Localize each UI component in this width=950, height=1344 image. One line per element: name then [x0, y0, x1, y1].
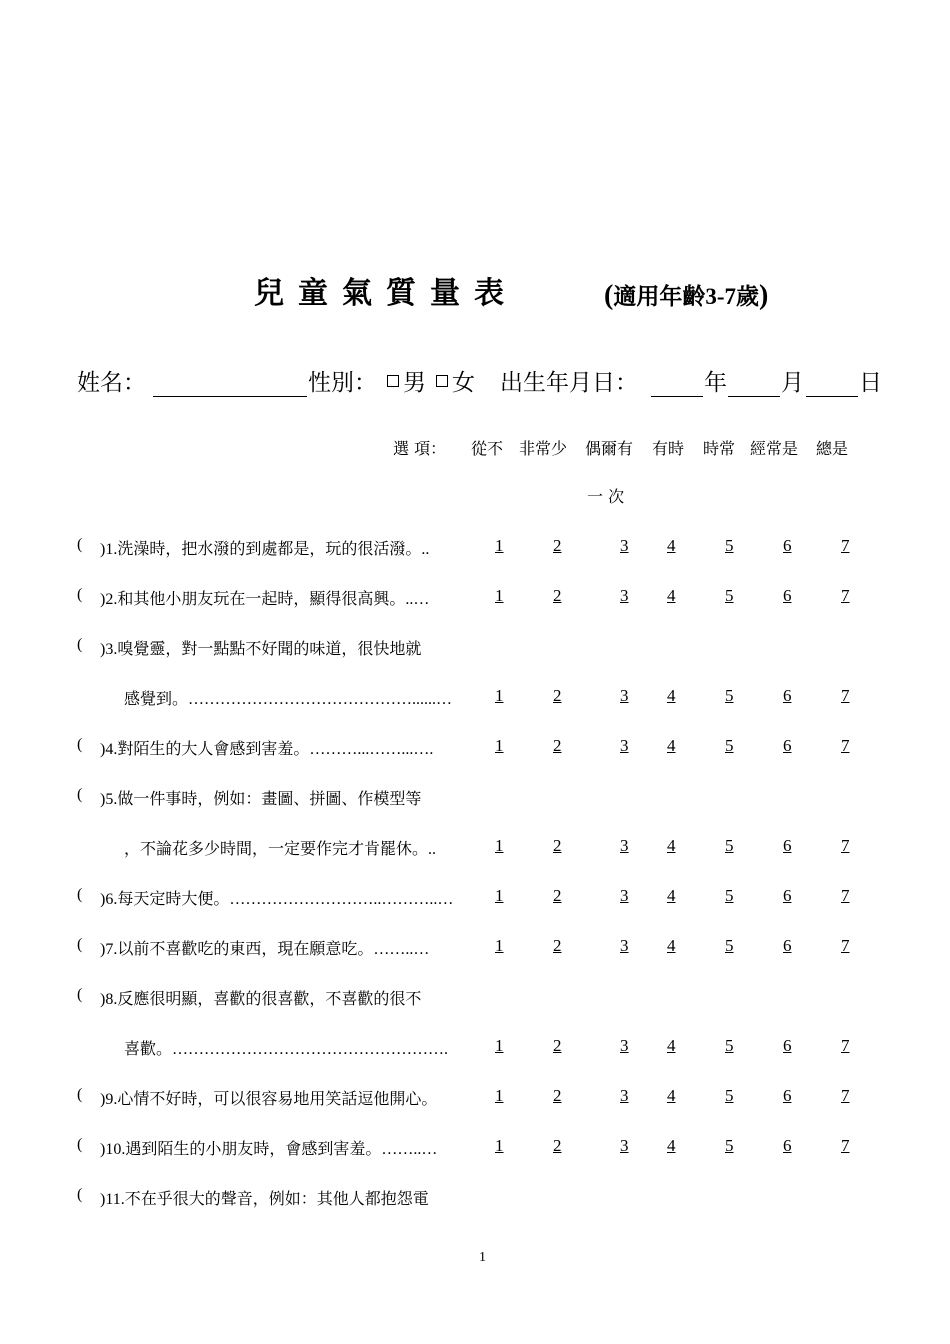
rating-option-6[interactable]: 6 — [783, 1086, 792, 1105]
question-body: 和其他小朋友玩在一起時，顯得很高興。 — [117, 589, 406, 608]
question-text — [100, 1186, 429, 1209]
rating-option-7[interactable]: 7 — [841, 536, 850, 555]
question-number: )3. — [100, 641, 118, 658]
rating-option-1[interactable]: 1 — [495, 586, 504, 605]
gender-male-option[interactable] — [381, 364, 426, 397]
question-continuation — [124, 686, 452, 709]
rating-option-2[interactable]: 2 — [553, 536, 562, 555]
question-row — [0, 686, 950, 716]
rating-option-7[interactable]: 7 — [841, 686, 850, 705]
birth-day-field[interactable] — [806, 396, 858, 397]
answer-blank[interactable]: ( — [77, 1186, 83, 1203]
option-always: 總是 — [816, 439, 849, 458]
rating-option-2[interactable]: 2 — [553, 1086, 562, 1105]
question-row — [0, 586, 950, 616]
rating-option-2[interactable]: 2 — [553, 736, 562, 755]
question-row — [0, 886, 950, 916]
rating-option-1[interactable]: 1 — [495, 1036, 504, 1055]
rating-option-5[interactable]: 5 — [725, 836, 734, 855]
leader-dots: ……..… — [381, 1141, 438, 1158]
question-body: 心情不好時，可以很容易地用笑話逗他開心。 — [117, 1089, 438, 1108]
rating-option-5[interactable]: 5 — [725, 886, 734, 905]
leader-dots: ……………………………………......… — [188, 691, 453, 708]
rating-option-3[interactable]: 3 — [620, 736, 629, 755]
female-checkbox[interactable] — [436, 375, 448, 387]
rating-option-6[interactable]: 6 — [783, 1036, 792, 1055]
leader-dots: ……………………………………………. — [172, 1041, 449, 1058]
rating-option-6[interactable]: 6 — [783, 536, 792, 555]
question-continuation — [124, 836, 436, 859]
rating-option-4[interactable]: 4 — [667, 1136, 676, 1155]
rating-option-1[interactable]: 1 — [495, 936, 504, 955]
answer-blank[interactable]: ( — [77, 736, 83, 753]
rating-option-7[interactable]: 7 — [841, 836, 850, 855]
rating-option-3[interactable]: 3 — [620, 536, 629, 555]
rating-option-5[interactable]: 5 — [725, 1086, 734, 1105]
month-label: 月 — [781, 370, 804, 396]
option-occasionally-line2: 一 次 — [587, 487, 625, 506]
question-text — [100, 636, 421, 659]
subtitle-unit: 歲 — [736, 284, 759, 310]
rating-option-3[interactable]: 3 — [620, 936, 629, 955]
leader-dots: .. — [421, 541, 430, 558]
rating-option-1[interactable]: 1 — [495, 736, 504, 755]
rating-option-5[interactable]: 5 — [725, 536, 734, 555]
question-number: )7. — [100, 941, 118, 958]
question-body: 嗅覺靈，對一點點不好聞的味道，很快地就 — [117, 639, 422, 658]
option-usually: 經常是 — [750, 439, 799, 458]
subtitle-paren-close: ) — [759, 280, 769, 311]
question-body: 反應很明顯，喜歡的很喜歡，不喜歡的很不 — [117, 989, 422, 1008]
rating-option-1[interactable]: 1 — [495, 536, 504, 555]
page-title: 兒童氣質量表 — [254, 276, 518, 311]
name-label: 姓名： — [77, 370, 146, 396]
rating-option-5[interactable]: 5 — [725, 736, 734, 755]
rating-option-3[interactable]: 3 — [620, 1086, 629, 1105]
rating-option-5[interactable]: 5 — [725, 1036, 734, 1055]
rating-option-4[interactable]: 4 — [667, 586, 676, 605]
question-row — [0, 1186, 950, 1216]
rating-option-3[interactable]: 3 — [620, 836, 629, 855]
question-body: 洗澡時，把水潑的到處都是，玩的很活潑。 — [117, 539, 422, 558]
leader-dots: ……..… — [373, 941, 430, 958]
option-sometimes: 有時 — [652, 439, 685, 458]
question-text — [100, 886, 453, 909]
rating-option-5[interactable]: 5 — [725, 586, 734, 605]
question-number: )5. — [100, 791, 118, 808]
answer-blank[interactable]: ( — [77, 636, 83, 653]
subtitle-age: 3-7 — [705, 284, 736, 309]
rating-option-1[interactable]: 1 — [495, 836, 504, 855]
answer-blank[interactable]: ( — [77, 936, 83, 953]
rating-option-7[interactable]: 7 — [841, 736, 850, 755]
question-row — [0, 786, 950, 816]
answer-blank[interactable]: ( — [77, 986, 83, 1003]
leader-dots: ………...……...…. — [309, 741, 434, 758]
question-row — [0, 986, 950, 1016]
question-row — [0, 836, 950, 866]
day-label: 日 — [859, 370, 882, 396]
rating-option-1[interactable]: 1 — [495, 1136, 504, 1155]
rating-option-7[interactable]: 7 — [841, 1086, 850, 1105]
rating-option-4[interactable]: 4 — [667, 736, 676, 755]
question-body: 對陌生的大人會感到害羞。 — [117, 739, 310, 758]
question-number: )2. — [100, 591, 118, 608]
rating-option-2[interactable]: 2 — [553, 1136, 562, 1155]
rating-option-7[interactable]: 7 — [841, 1036, 850, 1055]
option-never: 從不 — [471, 439, 504, 458]
subtitle-text: 適用年齡 — [613, 284, 706, 310]
rating-option-6[interactable]: 6 — [783, 886, 792, 905]
question-row — [0, 636, 950, 666]
answer-blank[interactable]: ( — [77, 886, 83, 903]
rating-option-6[interactable]: 6 — [783, 586, 792, 605]
question-row — [0, 1136, 950, 1166]
birth-year-field[interactable] — [651, 396, 703, 397]
rating-option-4[interactable]: 4 — [667, 536, 676, 555]
rating-option-3[interactable]: 3 — [620, 1036, 629, 1055]
question-number: )8. — [100, 991, 118, 1008]
question-body: 喜歡。 — [124, 1039, 173, 1058]
rating-option-4[interactable]: 4 — [667, 936, 676, 955]
rating-option-2[interactable]: 2 — [553, 586, 562, 605]
question-text — [100, 786, 421, 809]
question-row — [0, 736, 950, 766]
question-number: )1. — [100, 541, 118, 558]
rating-option-3[interactable]: 3 — [620, 586, 629, 605]
answer-blank[interactable]: ( — [77, 586, 83, 603]
leader-dots: .. — [428, 841, 437, 858]
rating-option-7[interactable]: 7 — [841, 886, 850, 905]
rating-option-5[interactable]: 5 — [725, 936, 734, 955]
rating-option-3[interactable]: 3 — [620, 1136, 629, 1155]
year-label: 年 — [704, 370, 727, 396]
female-label: 女 — [452, 370, 475, 396]
question-number: )4. — [100, 741, 118, 758]
age-range-subtitle — [604, 278, 768, 312]
option-often: 時常 — [703, 439, 736, 458]
answer-blank[interactable]: ( — [77, 1086, 83, 1103]
question-text — [100, 536, 429, 559]
question-body: 以前不喜歡吃的東西，現在願意吃。 — [117, 939, 374, 958]
rating-option-3[interactable]: 3 — [620, 886, 629, 905]
male-checkbox[interactable] — [387, 375, 399, 387]
question-body: 感覺到。 — [124, 689, 189, 708]
rating-option-5[interactable]: 5 — [725, 1136, 734, 1155]
name-field[interactable] — [153, 396, 307, 397]
rating-option-4[interactable]: 4 — [667, 686, 676, 705]
rating-option-2[interactable]: 2 — [553, 1036, 562, 1055]
question-text — [100, 586, 429, 609]
rating-option-7[interactable]: 7 — [841, 1136, 850, 1155]
question-continuation — [124, 1036, 448, 1059]
rating-option-2[interactable]: 2 — [553, 886, 562, 905]
question-body: 不在乎很大的聲音，例如：其他人都抱怨電 — [124, 1189, 429, 1208]
question-body: 每天定時大便。 — [117, 889, 230, 908]
answer-blank[interactable]: ( — [77, 536, 83, 553]
question-row — [0, 1086, 950, 1116]
rating-option-2[interactable]: 2 — [553, 686, 562, 705]
rating-option-4[interactable]: 4 — [667, 1086, 676, 1105]
question-number: )10. — [100, 1141, 126, 1158]
male-label: 男 — [403, 370, 426, 396]
rating-option-6[interactable]: 6 — [783, 1136, 792, 1155]
question-text — [100, 986, 421, 1009]
question-body: 做一件事時，例如：畫圖、拼圖、作模型等 — [117, 789, 422, 808]
question-number: )11. — [100, 1191, 125, 1208]
option-very-rarely: 非常少 — [519, 439, 568, 458]
options-label: 選 項： — [393, 439, 447, 458]
rating-option-2[interactable]: 2 — [553, 936, 562, 955]
leader-dots: ………………………..………..… — [229, 891, 454, 908]
rating-option-6[interactable]: 6 — [783, 686, 792, 705]
question-body: ，不論花多少時間，一定要作完才肯罷休。 — [124, 839, 429, 858]
question-number: )9. — [100, 1091, 118, 1108]
birth-month-field[interactable] — [728, 396, 780, 397]
subtitle-paren-open: ( — [604, 280, 614, 311]
rating-option-4[interactable]: 4 — [667, 886, 676, 905]
rating-option-7[interactable]: 7 — [841, 936, 850, 955]
rating-option-4[interactable]: 4 — [667, 836, 676, 855]
rating-option-2[interactable]: 2 — [553, 836, 562, 855]
rating-option-7[interactable]: 7 — [841, 586, 850, 605]
question-text — [100, 736, 433, 759]
answer-blank[interactable]: ( — [77, 1136, 83, 1153]
rating-option-1[interactable]: 1 — [495, 886, 504, 905]
option-occasionally: 偶爾有 — [585, 439, 634, 458]
birth-date-label: 出生年月日： — [500, 370, 638, 396]
rating-option-6[interactable]: 6 — [783, 936, 792, 955]
answer-blank[interactable]: ( — [77, 786, 83, 803]
question-row — [0, 536, 950, 566]
question-row — [0, 936, 950, 966]
gender-label: 性別： — [308, 370, 377, 396]
rating-option-6[interactable]: 6 — [783, 736, 792, 755]
rating-option-3[interactable]: 3 — [620, 686, 629, 705]
question-text — [100, 1136, 437, 1159]
rating-option-1[interactable]: 1 — [495, 686, 504, 705]
question-body: 遇到陌生的小朋友時，會感到害羞。 — [125, 1139, 382, 1158]
question-row — [0, 1036, 950, 1066]
leader-dots: ..… — [405, 591, 430, 608]
rating-option-4[interactable]: 4 — [667, 1036, 676, 1055]
question-text — [100, 936, 429, 959]
rating-option-5[interactable]: 5 — [725, 686, 734, 705]
question-text — [100, 1086, 437, 1109]
rating-option-1[interactable]: 1 — [495, 1086, 504, 1105]
gender-female-option[interactable] — [430, 364, 475, 397]
question-number: )6. — [100, 891, 118, 908]
page-number: 1 — [479, 1250, 486, 1265]
rating-option-6[interactable]: 6 — [783, 836, 792, 855]
